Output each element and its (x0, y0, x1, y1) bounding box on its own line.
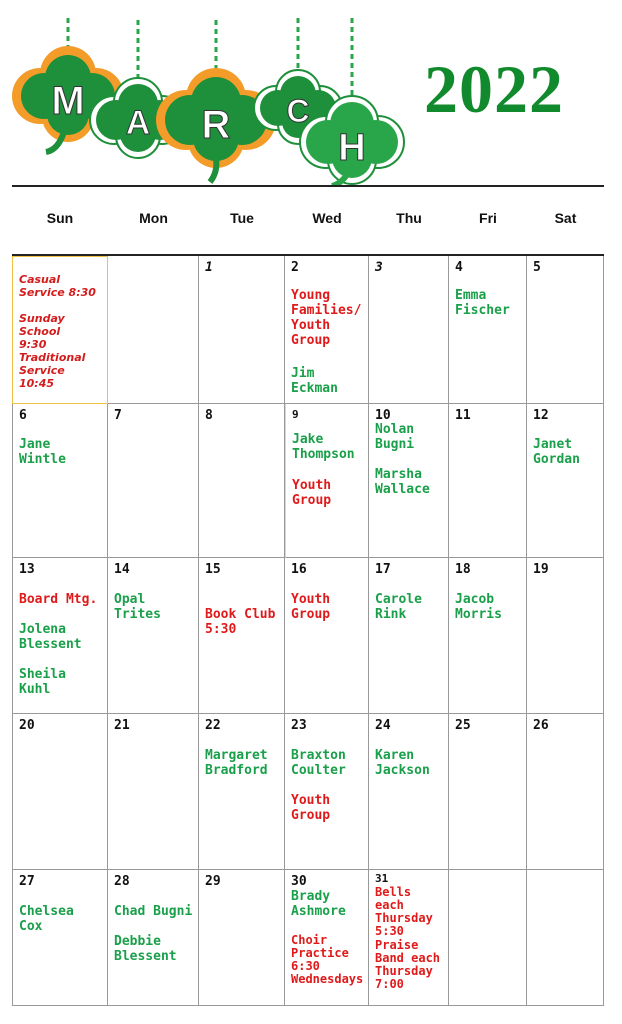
event-birthday: Jolena Blessent (19, 622, 82, 652)
weekday-sun: Sun (46, 210, 74, 226)
day-number: 24 (375, 718, 391, 733)
event-board-meeting: Board Mtg. (19, 592, 98, 607)
event-young-families: Young Families/ Youth Group (291, 288, 362, 348)
event-choir-practice: Choir Practice 6:30 Wednesdays (291, 933, 364, 986)
day-cell[interactable] (449, 256, 527, 404)
event-birthday: Jacob Morris (455, 592, 502, 622)
day-number: 28 (114, 874, 130, 889)
day-cell[interactable] (527, 558, 604, 714)
letter-h: H (338, 127, 366, 169)
event-birthday: Jane Wintle (19, 437, 66, 467)
day-cell[interactable] (369, 714, 449, 870)
day-number: 14 (114, 562, 130, 577)
weekday-tue: Tue (230, 210, 254, 226)
event-birthday: Emma Fischer (455, 288, 510, 318)
day-number: 22 (205, 718, 221, 733)
day-cell[interactable] (12, 714, 108, 870)
event-bells: Bells each Thursday 5:30 (375, 885, 433, 938)
day-cell[interactable] (285, 404, 369, 558)
day-number: 18 (455, 562, 471, 577)
day-number: 13 (19, 562, 35, 577)
event-sunday-school: Sunday School 9:30 (19, 312, 65, 351)
event-birthday: Jake Thompson (292, 432, 355, 462)
letter-a: A (125, 104, 151, 142)
day-number: 21 (114, 718, 130, 733)
event-birthday: Jim Eckman (291, 366, 338, 396)
event-birthday: Sheila Kuhl (19, 667, 66, 697)
event-birthday: Marsha Wallace (375, 467, 430, 497)
event-casual-service: Casual Service 8:30 (19, 273, 96, 299)
weekday-wed: Wed (312, 210, 342, 226)
event-birthday: Opal Trites (114, 592, 161, 622)
day-cell[interactable] (369, 256, 449, 404)
day-cell[interactable] (527, 404, 604, 558)
day-cell[interactable] (108, 558, 199, 714)
letter-r: R (201, 103, 231, 147)
day-cell[interactable] (369, 870, 449, 1006)
day-number: 20 (19, 718, 35, 733)
day-cell[interactable] (527, 870, 604, 1006)
event-birthday: Margaret Bradford (205, 748, 268, 778)
day-number: 15 (205, 562, 221, 577)
day-cell[interactable] (108, 714, 199, 870)
day-number: 5 (533, 260, 541, 275)
day-cell[interactable] (527, 714, 604, 870)
day-number: 23 (291, 718, 307, 733)
day-cell[interactable] (12, 404, 108, 558)
event-birthday: Brady Ashmore (291, 889, 346, 919)
day-number: 19 (533, 562, 549, 577)
day-number: 10 (375, 408, 391, 423)
weekday-mon: Mon (139, 210, 168, 226)
day-cell[interactable] (199, 870, 285, 1006)
day-cell[interactable] (285, 256, 369, 404)
day-number: 7 (114, 408, 122, 423)
day-cell[interactable] (12, 256, 108, 404)
day-number: 3 (375, 260, 383, 275)
day-cell[interactable] (449, 714, 527, 870)
day-cell[interactable] (12, 870, 108, 1006)
event-birthday: Braxton Coulter (291, 748, 346, 778)
day-cell[interactable] (449, 558, 527, 714)
letter-m: M (51, 79, 85, 123)
event-birthday: Karen Jackson (375, 748, 430, 778)
day-cell[interactable] (108, 256, 199, 404)
day-cell[interactable] (527, 256, 604, 404)
day-cell[interactable] (108, 870, 199, 1006)
day-cell[interactable] (369, 404, 449, 558)
day-number: 25 (455, 718, 471, 733)
event-youth-group: Youth Group (291, 592, 331, 622)
day-cell[interactable] (449, 404, 527, 558)
event-traditional-service: Traditional Service 10:45 (19, 351, 86, 390)
day-number: 17 (375, 562, 391, 577)
event-birthday: Carole Rink (375, 592, 422, 622)
event-birthday: Janet Gordan (533, 437, 580, 467)
day-number: 6 (19, 408, 27, 423)
day-number: 1 (205, 260, 213, 275)
day-number: 29 (205, 874, 221, 889)
weekday-sat: Sat (554, 210, 577, 226)
event-birthday: Chelsea Cox (19, 904, 74, 934)
day-number: 4 (455, 260, 463, 275)
day-cell[interactable] (199, 256, 285, 404)
day-cell[interactable] (199, 714, 285, 870)
day-number: 27 (19, 874, 35, 889)
year-title: 2022 (424, 51, 564, 127)
day-cell[interactable] (199, 404, 285, 558)
day-number: 8 (205, 408, 213, 423)
day-cell[interactable] (12, 558, 108, 714)
event-birthday: Debbie Blessent (114, 934, 177, 964)
day-cell[interactable] (449, 870, 527, 1006)
day-number: 30 (291, 874, 307, 889)
day-cell[interactable] (285, 558, 369, 714)
day-number: 11 (455, 408, 471, 423)
day-number: 26 (533, 718, 549, 733)
day-cell[interactable] (369, 558, 449, 714)
day-number: 16 (291, 562, 307, 577)
day-number: 12 (533, 408, 549, 423)
weekday-thu: Thu (396, 210, 422, 226)
event-birthday: Chad Bugni (114, 904, 193, 919)
day-cell[interactable] (285, 870, 369, 1006)
day-cell[interactable] (199, 558, 285, 714)
event-youth-group: Youth Group (292, 478, 332, 508)
event-praise-band: Praise Band each Thursday 7:00 (375, 938, 441, 991)
letter-c: C (286, 93, 310, 129)
day-number: 2 (291, 260, 299, 275)
event-youth-group: Youth Group (291, 793, 331, 823)
event-book-club: Book Club 5:30 (205, 607, 276, 637)
day-number: 9 (292, 408, 299, 421)
day-cell[interactable] (285, 714, 369, 870)
day-cell[interactable] (108, 404, 199, 558)
weekday-fri: Fri (479, 210, 497, 226)
day-number: 31 (375, 872, 389, 885)
event-birthday: Nolan Bugni (375, 422, 415, 452)
